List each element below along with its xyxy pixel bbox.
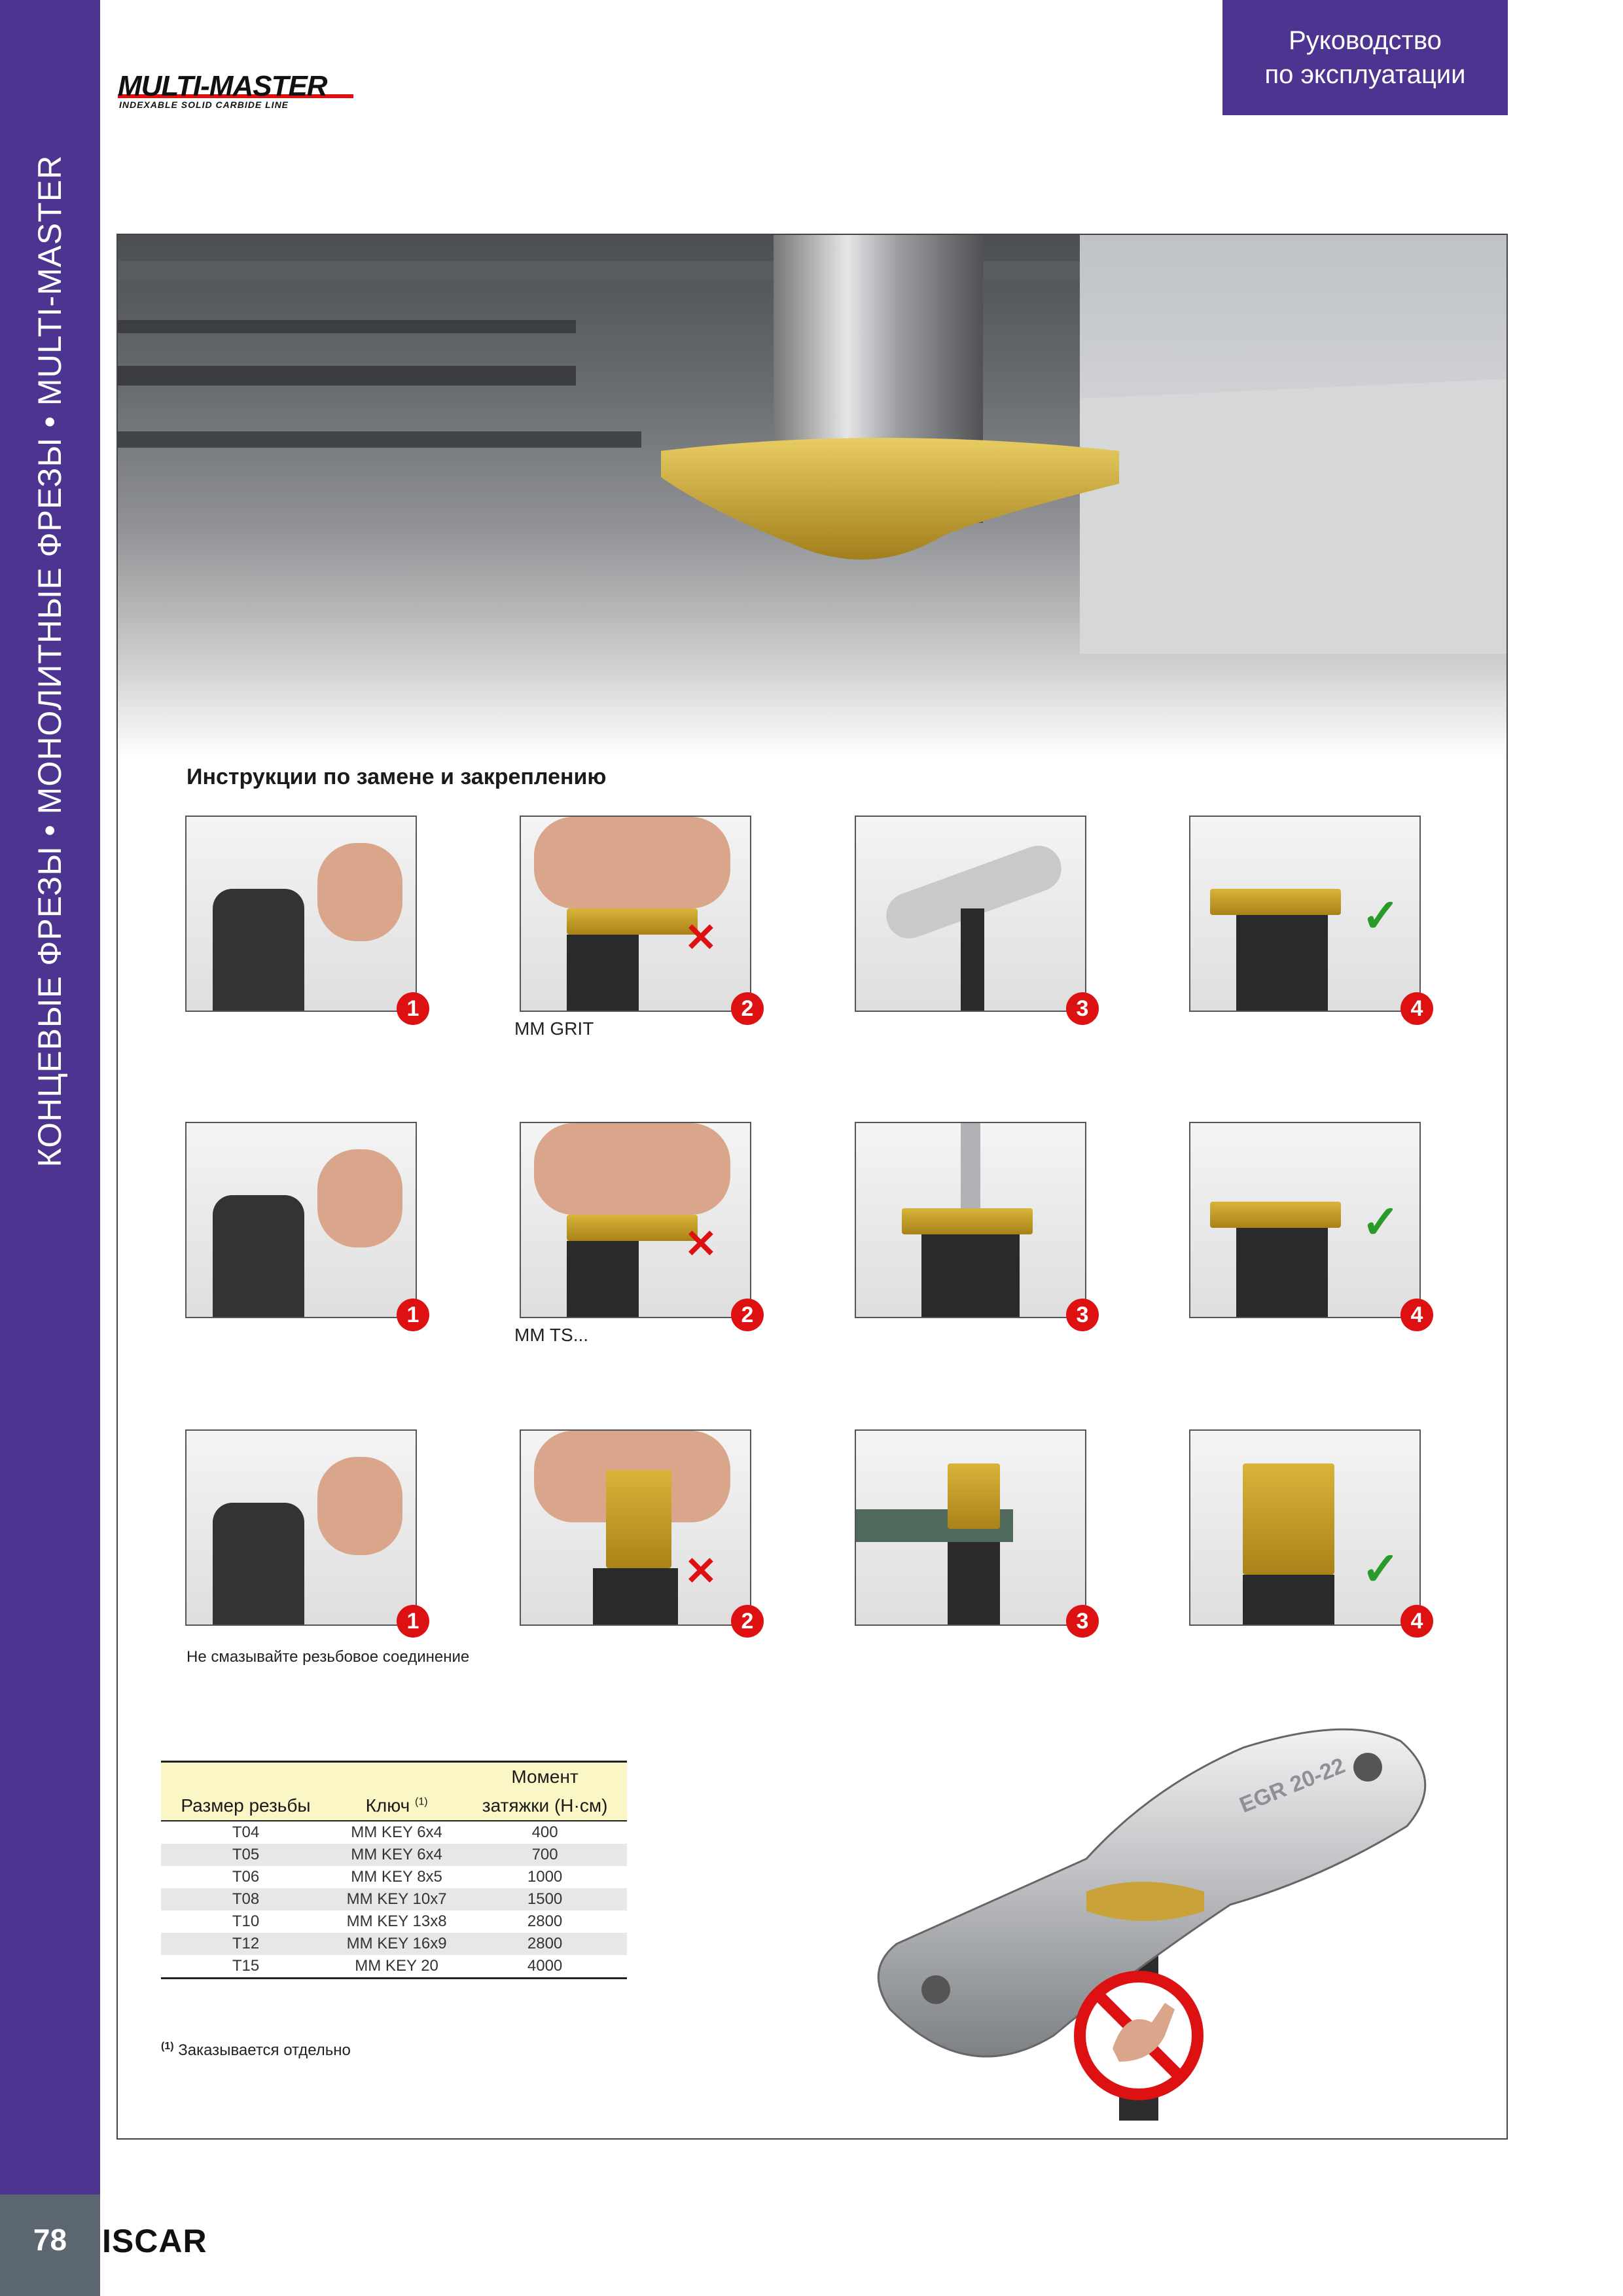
table-header-torque-line2: затяжки (Н·см) xyxy=(463,1791,627,1821)
section-tab-line2: по эксплуатации xyxy=(1264,60,1466,89)
step-tile-endmill-hand xyxy=(520,1429,751,1626)
hand xyxy=(317,1457,402,1555)
wrong-mark-icon: ✕ xyxy=(684,916,717,960)
step-tile-correct xyxy=(1189,1429,1421,1626)
key-cell: MM KEY 20 xyxy=(330,1955,463,1979)
gold-endmill-head xyxy=(1243,1463,1334,1575)
table-header-blank xyxy=(161,1762,330,1792)
table-footnote xyxy=(161,2041,351,2060)
thread-cell: T12 xyxy=(161,1933,330,1955)
key-cell: MM KEY 8x5 xyxy=(351,1868,442,1886)
step-tile-correct xyxy=(1189,816,1421,1012)
screwdriver xyxy=(961,1123,980,1208)
logo-main-text: MULTI-MASTER xyxy=(118,70,327,102)
step-tile-endmill-key xyxy=(855,1429,1086,1626)
wrench-hole xyxy=(921,1975,950,2004)
table-header-key xyxy=(330,1791,463,1821)
table-row xyxy=(161,1933,627,1955)
step-tile-wrench-holder xyxy=(185,1122,417,1318)
table-row xyxy=(161,1844,627,1866)
thread-cell: T04 xyxy=(232,1823,260,1841)
step-badge: 4 xyxy=(1400,1299,1433,1331)
tool-holder xyxy=(213,1503,304,1626)
gold-endmill-head xyxy=(948,1463,1000,1529)
checkmark-icon: ✓ xyxy=(1361,1543,1400,1594)
step-tile-wrench-holder xyxy=(185,1429,417,1626)
step-tile-key xyxy=(855,816,1086,1012)
key-cell: MM KEY 16x9 xyxy=(330,1933,463,1955)
shank xyxy=(921,1234,1020,1318)
section-tab xyxy=(1222,0,1508,115)
table-row xyxy=(161,1910,627,1933)
hand xyxy=(317,843,402,941)
checkmark-icon: ✓ xyxy=(1361,890,1400,941)
table-row xyxy=(161,1866,627,1888)
sidebar xyxy=(0,0,100,2195)
thread-cell: T10 xyxy=(232,1912,260,1930)
instructions-title: Инструкции по замене и закреплению xyxy=(187,764,607,789)
table-row xyxy=(161,1955,627,1979)
gold-endmill-head xyxy=(606,1470,671,1568)
step-badge: 2 xyxy=(731,1299,764,1331)
row-caption: MM GRIT xyxy=(514,1018,594,1039)
shank xyxy=(1243,1575,1334,1626)
shank xyxy=(593,1568,678,1626)
logo-subtitle: INDEXABLE SOLID CARBIDE LINE xyxy=(119,99,289,110)
gold-insert xyxy=(1086,1882,1204,1921)
sidebar-title: КОНЦЕВЫЕ ФРЕЗЫ • МОНОЛИТНЫЕ ФРЕЗЫ • MULTI-MASTER xyxy=(31,154,68,1168)
step-badge: 4 xyxy=(1400,992,1433,1025)
footer-brand: ISCAR xyxy=(102,2223,207,2259)
thread-cell: T15 xyxy=(161,1955,330,1979)
torque-cell: 4000 xyxy=(463,1955,627,1979)
step-badge: 1 xyxy=(397,1299,429,1331)
gold-insert xyxy=(902,1208,1033,1234)
wrench-label: EGR 20-22 xyxy=(1236,1753,1349,1818)
torque-cell: 2800 xyxy=(527,1912,563,1930)
shank xyxy=(1236,1228,1328,1318)
step-tile-insert-hand xyxy=(520,1122,751,1318)
shank xyxy=(567,1241,639,1318)
table-row xyxy=(161,1821,627,1844)
key-cell: MM KEY 6x4 xyxy=(351,1823,442,1841)
step-badge: 3 xyxy=(1066,992,1099,1025)
torque-cell: 700 xyxy=(463,1844,627,1866)
gold-insert xyxy=(1210,1202,1341,1228)
wrench-illustration xyxy=(838,1695,1492,2121)
thread-cell: T05 xyxy=(161,1844,330,1866)
tool-holder xyxy=(213,1195,304,1318)
tool-holder xyxy=(213,889,304,1012)
table-row xyxy=(161,1888,627,1910)
page-number: 78 xyxy=(33,2223,67,2257)
section-tab-line1: Руководство xyxy=(1289,26,1442,55)
step-badge: 1 xyxy=(397,1605,429,1638)
step-badge: 3 xyxy=(1066,1605,1099,1638)
wrench-svg xyxy=(838,1695,1492,2121)
table-header-key-note: (1) xyxy=(415,1796,428,1808)
wrench-hole xyxy=(1353,1753,1382,1782)
gold-insert xyxy=(567,1215,698,1241)
thread-cell: T06 xyxy=(232,1868,260,1886)
key-cell: MM KEY 13x8 xyxy=(346,1912,447,1930)
step-tile-wrench-holder xyxy=(185,816,417,1012)
hero-photo xyxy=(118,235,1507,759)
torque-cell: 2800 xyxy=(463,1933,627,1955)
table-header-key-label: Ключ xyxy=(365,1795,410,1816)
thread-cell: T08 xyxy=(161,1888,330,1910)
step-badge: 3 xyxy=(1066,1299,1099,1331)
torque-cell: 400 xyxy=(531,1823,558,1841)
fingers xyxy=(534,817,730,908)
shank xyxy=(948,1542,1000,1626)
step-tile-screwdriver xyxy=(855,1122,1086,1318)
step-badge: 2 xyxy=(731,992,764,1025)
multi-master-logo xyxy=(118,71,353,109)
gold-insert xyxy=(567,908,698,935)
footnote-text: Заказывается отдельно xyxy=(178,2041,351,2059)
checkmark-icon: ✓ xyxy=(1361,1196,1400,1247)
shank xyxy=(961,908,984,1012)
footnote-mark: (1) xyxy=(161,2041,174,2052)
torque-cell: 1000 xyxy=(527,1868,563,1886)
hand xyxy=(317,1149,402,1247)
fingers xyxy=(534,1123,730,1215)
shank xyxy=(1236,915,1328,1012)
table-header-blank xyxy=(330,1762,463,1792)
row-caption: MM TS... xyxy=(514,1325,589,1345)
torque-cell: 1500 xyxy=(463,1888,627,1910)
torque-table xyxy=(161,1761,627,1979)
key-cell: MM KEY 10x7 xyxy=(330,1888,463,1910)
step-badge: 1 xyxy=(397,992,429,1025)
step-badge: 2 xyxy=(731,1605,764,1638)
step-badge: 4 xyxy=(1400,1605,1433,1638)
shank xyxy=(567,935,639,1012)
step-tile-correct xyxy=(1189,1122,1421,1318)
wrong-mark-icon: ✕ xyxy=(684,1549,717,1593)
wrong-mark-icon: ✕ xyxy=(684,1222,717,1266)
step-tile-insert-hand xyxy=(520,816,751,1012)
row-caption: Не смазывайте резьбовое соединение xyxy=(187,1648,470,1666)
key-cell: MM KEY 6x4 xyxy=(330,1844,463,1866)
milling-photo-illustration xyxy=(118,235,1507,759)
gold-insert xyxy=(1210,889,1341,915)
table-header-thread: Размер резьбы xyxy=(161,1791,330,1821)
table-header-torque-line1: Момент xyxy=(463,1762,627,1792)
